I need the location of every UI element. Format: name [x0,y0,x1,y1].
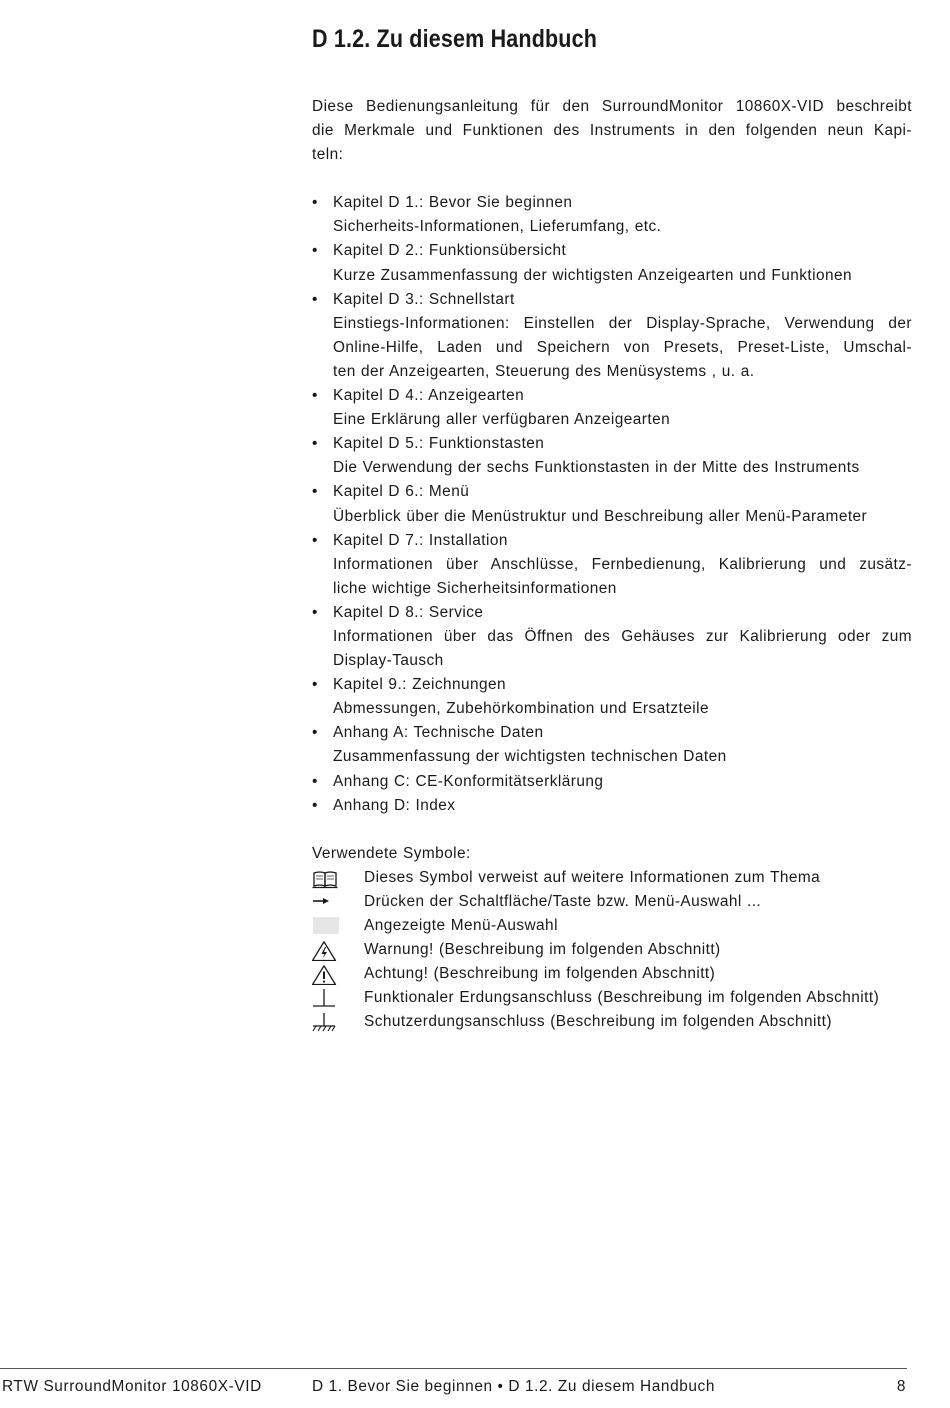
chapter-title: Kapitel D 1.: Bevor Sie beginnen [333,194,573,212]
intro-line: teln: [312,146,344,164]
chapter-description: Kurze Zusammenfassung der wichtigsten Anzeigearten und Funktionen [333,266,853,284]
bullet-icon: • [312,772,318,790]
bullet-icon: • [312,676,318,694]
symbols-heading: Verwendete Symbole: [312,844,471,862]
chapter-description: Sicherheits-Informationen, Lieferumfang, etc. [333,218,662,236]
chapter-description: Display-Tausch [333,652,444,670]
symbol-row [312,938,912,962]
page-content [312,22,912,1034]
symbol-row [312,1010,912,1034]
chapter-item [312,673,912,721]
bullet-icon: • [312,242,318,260]
intro-paragraph [312,95,912,167]
symbol-label: Angezeigte Menü-Auswahl [364,917,558,934]
chapter-description: Informationen über Anschlüsse, Fernbedienung, Kalibrierung und zusätz- [333,555,912,573]
chapter-description: Abmessungen, Zubehörkombination und Ersatzteile [333,700,709,718]
symbol-label: Schutzerdungsanschluss (Beschreibung im folgenden Abschnitt) [364,1013,832,1031]
page-number: 8 [896,1378,906,1395]
chapter-description: Online-Hilfe, Laden und Speichern von Presets, Preset-Liste, Umschal- [333,338,912,356]
symbol-label: Funktionaler Erdungsanschluss (Beschreibung im folgenden Abschnitt) [364,989,880,1007]
chapter-item [312,721,912,769]
symbol-label: Drücken der Schaltfläche/Taste bzw. Menü-Auswahl ... [364,892,762,910]
chapter-title: Anhang C: CE-Konformitätserklärung [333,772,604,790]
book-icon [312,869,340,889]
symbol-row [312,986,912,1010]
chapter-title: Anhang D: Index [333,796,456,814]
chapter-item [312,601,912,673]
bullet-icon: • [312,483,318,501]
high-voltage-warning-icon [312,941,340,961]
protective-earth-icon [312,1013,340,1033]
symbol-label: Achtung! (Beschreibung im folgenden Abschnitt) [364,965,716,983]
chapter-description: Die Verwendung der sechs Funktionstasten in der Mitte des Instruments [333,459,860,477]
chapter-item [312,794,912,818]
menu-selection-swatch [312,917,340,937]
footer-breadcrumb: D 1. Bevor Sie beginnen • D 1.2. Zu diesem Handbuch [312,1378,716,1395]
footer-rule [0,1368,907,1369]
bullet-icon: • [312,194,318,212]
bullet-icon: • [312,531,318,549]
chapter-list [312,191,912,817]
chapter-title: Kapitel D 7.: Installation [333,531,508,549]
arrow-right-icon [312,893,340,913]
chapter-title: Kapitel D 5.: Funktionstasten [333,435,545,453]
chapter-title: Kapitel D 6.: Menü [333,483,470,501]
bullet-icon: • [312,796,318,814]
chapter-title: Anhang A: Technische Daten [333,724,544,742]
caution-triangle-icon [312,965,340,985]
chapter-description: ten der Anzeigearten, Steuerung des Menüsystems , u. a. [333,362,755,380]
chapter-title: Kapitel D 8.: Service [333,603,484,621]
chapter-title: Kapitel D 3.: Schnellstart [333,290,515,308]
functional-earth-icon [312,989,340,1009]
bullet-icon: • [312,603,318,621]
symbol-row [312,890,912,914]
intro-line: Diese Bedienungsanleitung für den SurroundMonitor 10860X-VID beschreibt [312,98,912,115]
chapter-description: Eine Erklärung aller verfügbaren Anzeigearten [333,411,671,429]
chapter-item [312,432,912,480]
chapter-description: Informationen über das Öffnen des Gehäuses zur Kalibrierung oder zum [333,627,912,645]
page-title: D 1.2. Zu diesem Handbuch [312,25,598,53]
symbol-legend [312,866,912,1035]
chapter-item [312,191,912,239]
footer-product-name: RTW SurroundMonitor 10860X-VID [2,1378,262,1395]
bullet-icon: • [312,724,318,742]
bullet-icon: • [312,387,318,405]
chapter-item [312,288,912,384]
symbol-row [312,866,912,890]
bullet-icon: • [312,290,318,308]
chapter-item [312,239,912,287]
bullet-icon: • [312,435,318,453]
chapter-item [312,384,912,432]
symbol-label: Warnung! (Beschreibung im folgenden Abschnitt) [364,941,721,959]
symbol-row [312,962,912,986]
symbol-label: Dieses Symbol verweist auf weitere Informationen zum Thema [364,868,821,886]
chapter-title: Kapitel D 4.: Anzeigearten [333,387,525,405]
intro-line: die Merkmale und Funktionen des Instruments in den folgenden neun Kapi- [312,122,912,140]
chapter-item [312,770,912,794]
chapter-title: Kapitel 9.: Zeichnungen [333,676,507,694]
chapter-title: Kapitel D 2.: Funktionsübersicht [333,242,567,260]
symbol-row [312,914,912,938]
chapter-item [312,480,912,528]
chapter-description: Zusammenfassung der wichtigsten technischen Daten [333,748,727,766]
chapter-description: Überblick über die Menüstruktur und Beschreibung aller Menü-Parameter [333,507,868,525]
chapter-description: Einstiegs-Informationen: Einstellen der Display-Sprache, Verwendung der [333,314,912,332]
chapter-description: liche wichtige Sicherheitsinformationen [333,579,617,597]
chapter-item [312,529,912,601]
